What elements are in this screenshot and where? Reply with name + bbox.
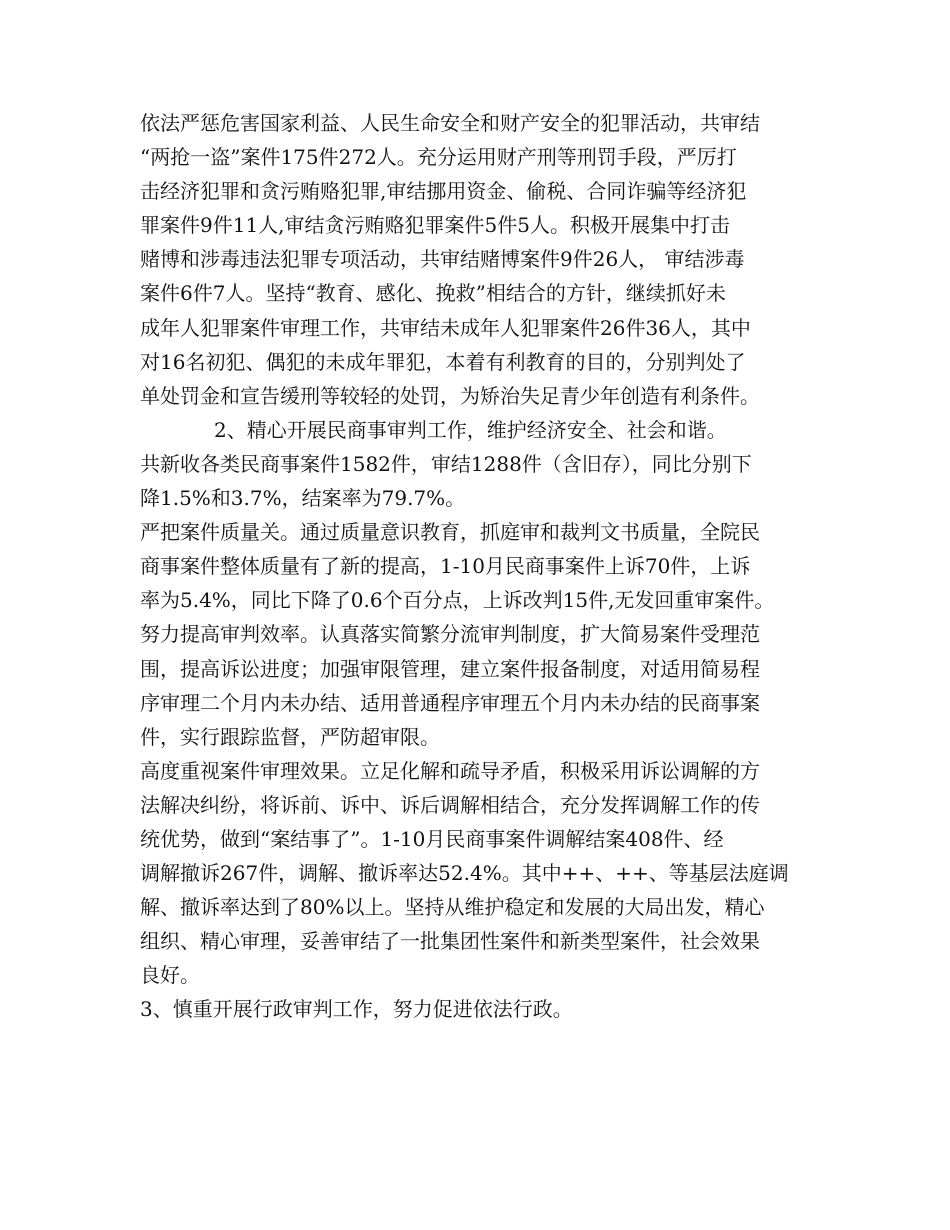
document-body xyxy=(140,106,820,1027)
text-line: 件，实行跟踪监督，严防超审限。 xyxy=(140,724,440,749)
section-heading: 2、精心开展民商事审判工作，维护经济安全、社会和谐。 xyxy=(214,417,727,442)
text-line: 对16名初犯、偶犯的未成年罪犯，本着有利教育的目的，分别判处了 xyxy=(140,349,746,374)
text-line: 努力提高审判效率。认真落实简繁分流审判制度，扩大简易案件受理范 xyxy=(140,622,760,647)
text-line: 组织、精心审理，妥善审结了一批集团性案件和新类型案件，社会效果 xyxy=(140,929,760,954)
text-line: 罪案件9件11人,审结贪污贿赂犯罪案件5件5人。积极开展集中打击 xyxy=(140,213,730,238)
text-line: 围，提高诉讼进度；加强审限管理，建立案件报备制度，对适用简易程 xyxy=(140,656,760,681)
text-line: 良好。 xyxy=(140,963,200,988)
text-line: 案件6件7人。坚持“教育、感化、挽救”相结合的方针，继续抓好未 xyxy=(140,281,726,306)
text-line: 共新收各类民商事案件1582件，审结1288件（含旧存），同比分别下 xyxy=(140,451,752,476)
text-line: 成年人犯罪案件审理工作，共审结未成年人犯罪案件26件36人，其中 xyxy=(140,315,751,340)
section-heading: 3、慎重开展行政审判工作，努力促进依法行政。 xyxy=(140,997,573,1022)
text-line: 序审理二个月内未办结、适用普通程序审理五个月内未办结的民商事案 xyxy=(140,690,760,715)
text-line: 赌博和涉毒违法犯罪专项活动，共审结赌博案件9件26人， 审结涉毒 xyxy=(140,247,745,272)
text-line: 严把案件质量关。通过质量意识教育，抓庭审和裁判文书质量，全院民 xyxy=(140,520,760,545)
text-line: 高度重视案件审理效果。立足化解和疏导矛盾，积极采用诉讼调解的方 xyxy=(140,758,760,783)
text-line: 解、撤诉率达到了80%以上。坚持从维护稳定和发展的大局出发，精心 xyxy=(140,895,765,920)
text-line: 调解撤诉267件，调解、撤诉率达52.4%。其中++、++、等基层法庭调 xyxy=(140,861,789,886)
text-line: 击经济犯罪和贪污贿赂犯罪,审结挪用资金、偷税、合同诈骗等经济犯 xyxy=(140,179,747,204)
text-line: 法解决纠纷，将诉前、诉中、诉后调解相结合，充分发挥调解工作的传 xyxy=(140,792,760,817)
text-line: 依法严惩危害国家利益、人民生命安全和财产安全的犯罪活动，共审结 xyxy=(140,111,760,135)
text-line: 商事案件整体质量有了新的提高，1-10月民商事案件上诉70件，上诉 xyxy=(140,554,751,579)
text-line: 单处罚金和宣告缓刑等较轻的处罚，为矫治失足青少年创造有利条件。 xyxy=(140,383,760,408)
text-line: “两抢一盗”案件175件272人。充分运用财产刑等刑罚手段，严厉打 xyxy=(140,145,737,170)
text-line: 统优势，做到“案结事了”。1-10月民商事案件调解结案408件、经 xyxy=(140,826,724,851)
text-line: 率为5.4%，同比下降了0.6个百分点，上诉改判15件,无发回重审案件。 xyxy=(140,588,775,613)
text-line: 降1.5%和3.7%，结案率为79.7%。 xyxy=(140,486,466,511)
